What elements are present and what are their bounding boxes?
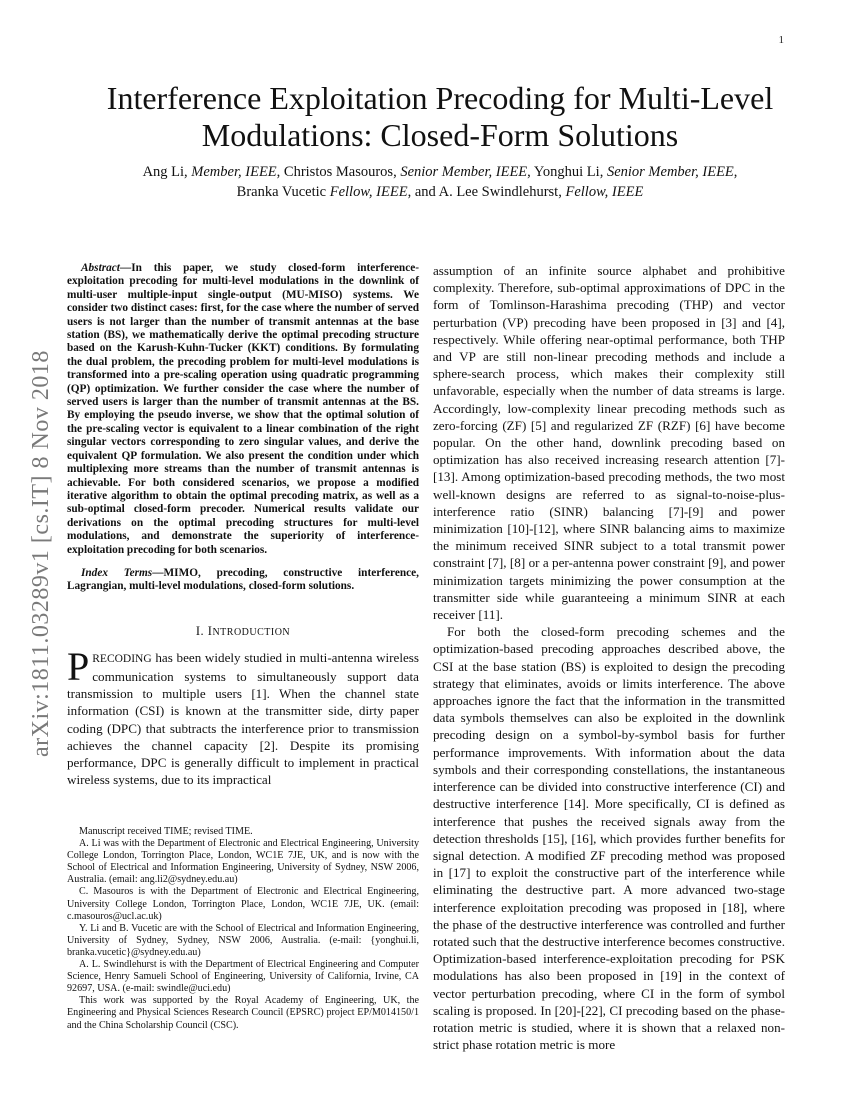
footnote-author-swindlehurst: A. L. Swindlehurst is with the Department of Electrical Engineering and Computer Science, Henry Samueli School of Engineering, University of California, Irvine, CA 92697, USA. (e-mail: swindle@uci.edu) bbox=[67, 959, 419, 995]
section-initial: I bbox=[207, 623, 213, 638]
intro-text: has been widely studied in multi-antenna wireless communication systems to simultaneously support data transmission to multiple users [1]. When the channel state information (CSI) is known at the transmitter side, dirty paper coding (DPC) that subtracts the interference prior to transmission achieves the channel capacity [2]. Despite its promising performance, DPC is generally difficult to implement in practical wireless systems, due to its impractical bbox=[67, 649, 419, 788]
author-name: , Yonghui Li, bbox=[527, 164, 607, 180]
arxiv-stamp: arXiv:1811.03289v1 [cs.IT] 8 Nov 2018 bbox=[28, 350, 54, 757]
author-list bbox=[60, 162, 820, 202]
author-role: Fellow, IEEE bbox=[565, 184, 644, 200]
left-column bbox=[67, 262, 419, 788]
author-name: , Christos Masouros, bbox=[276, 164, 401, 180]
intro-paragraph bbox=[67, 643, 419, 789]
author-role: Senior Member, IEEE bbox=[400, 164, 528, 180]
author-role: Senior Member, IEEE bbox=[606, 164, 734, 180]
author-role: Fellow, IEEE bbox=[329, 184, 408, 200]
paper-title bbox=[60, 80, 820, 154]
section-numeral: I. bbox=[195, 623, 208, 638]
author-name: , and A. Lee Swindlehurst, bbox=[407, 184, 566, 200]
abstract-text: —In this paper, we study closed-form interference-exploitation precoding for multi-level modulations in the downlink of multi-user multiple-input single-output (MU-MISO) systems. We consider two distinct cases: first, for the case where the number of served users is not larger than the number of transmit antennas at the base station (BS), we mathematically derive the optimal precoding structure based on the Karush-Kuhn-Tucker (KKT) conditions. By formulating the dual problem, the precoding problem for multi-level modulations is transformed into a pre-scaling operation using quadratic programming (QP) optimization. We further consider the case where the number of served users is larger than the number of transmit antennas at the BS. By employing the pseudo inverse, we show that the optimal solution of the pre-scaling vector is equivalent to a linear combination of the right singular vectors corresponding to zero singular values, and derive the equivalent QP formulation. We also present the condition under which multiplexing more streams than the number of transmit antennas is achievable. For both considered scenarios, we propose a modified iterative algorithm to obtain the optimal precoding matrix, as well as a sub-optimal closed-form precoder. Numerical results validate our derivations on the optimal precoding structures for multi-level modulations, and demonstrate the superiority of interference-exploitation precoding for both scenarios. bbox=[67, 262, 419, 556]
abstract-lead: Abstract bbox=[81, 262, 120, 274]
footnote-author-li-vucetic: Y. Li and B. Vucetic are with the School of Electrical and Information Engineering, University of Sydney, Sydney, NSW 2006, Australia. (e-mail: {yonghui.li, branka.vucetic}@sydney.edu.au) bbox=[67, 922, 419, 958]
page-number: 1 bbox=[778, 34, 784, 46]
body-paragraph: assumption of an infinite source alphabet and prohibitive complexity. Therefore, sub-optimal approximations of DPC in the form of Tomlinson-Harashima precoding (THP) and vector perturbation (VP) precoding have been proposed in [3] and [4], respectively. While offering near-optimal performance, both THP and VP are still non-linear precoding methods and include a sphere-search process, which makes their complexity still unfavorable, especially when the number of data streams is large. Accordingly, low-complexity linear precoding methods such as zero-forcing (ZF) [5] and regularized ZF (RZF) [6] have become popular. On the other hand, downlink precoding based on optimization has also received increasing research attention [7]-[13]. Among optimization-based precoding methods, the two most well-known designs are referred to as signal-to-noise-plus-interference ratio (SINR) balancing [7]-[9] and power minimization [10]-[12], where SINR balancing aims to maximize the minimum received SINR subject to a total transmit power constraint [7], [8] or a per-antenna power constraint [9], and power minimization targets minimizing the power consumption at the transmitter side while guaranteeing a minimum SINR at each receiver [11]. bbox=[433, 263, 785, 623]
index-terms-lead: Index Terms bbox=[81, 566, 153, 579]
author-name: Branka Vucetic bbox=[236, 184, 330, 200]
footnote-author-li: A. Li was with the Department of Electronic and Electrical Engineering, University College London, Torrington Place, London, WC1E 7JE, UK, and is now with the School of Electrical and Information Engineering, University of Sydney, NSW 2006, Australia. (email: ang.li2@sydney.edu.au) bbox=[67, 838, 419, 886]
section-rest: NTRODUCTION bbox=[212, 626, 291, 638]
author-role: Member, IEEE bbox=[191, 164, 277, 180]
section-heading-introduction bbox=[67, 624, 419, 639]
title-line-2: Modulations: Closed-Form Solutions bbox=[201, 117, 679, 153]
drop-cap: P bbox=[67, 643, 90, 689]
footnote-manuscript: Manuscript received TIME; revised TIME. bbox=[79, 826, 253, 837]
intro-smallcaps: RECODING bbox=[92, 652, 152, 665]
title-line-1: Interference Exploitation Precoding for Multi-Level bbox=[106, 80, 774, 116]
footnotes bbox=[67, 826, 419, 1032]
body-paragraph: For both the closed-form precoding schemes and the optimization-based precoding approaches described above, the CSI at the base station (BS) is exploited to design the precoding strategy that eliminates, avoids or limits interference. The above approaches ignore the fact that the information in the transmitted data symbols themselves can also be exploited in the downlink precoding design on a symbol-by-symbol basis for further performance improvements. With information about the data symbols and their corresponding constellations, the instantaneous interference can be divided into constructive interference (CI) and destructive interference [14]. More specifically, CI is defined as interference that pushes the received signals away from the detection thresholds [15], [16], which provides further benefits for signal detection. A modified ZF precoding method was proposed in [17] to exploit the constructive part of the interference while eliminating the destructive part. A more advanced two-stage interference exploitation precoding was proposed in [18], where the phase of the destructive interference was controlled and further rotated such that the destructive interference becomes constructive. Optimization-based interference-exploitation precoding for PSK modulations has also been proposed in [19] in the context of vector perturbation precoding, where CI in the form of symbol scaling is proposed. In [20]-[22], CI precoding based on the phase-rotation metric is studied, where it is shown that a relaxed non-strict phase rotation metric is more bbox=[433, 624, 785, 1053]
footnote-funding: This work was supported by the Royal Academy of Engineering, UK, the Engineering and Physical Sciences Research Council (EPSRC) project EP/M014150/1 and the China Scholarship Council (CSC). bbox=[67, 995, 419, 1031]
author-separator: , bbox=[733, 164, 738, 180]
index-terms bbox=[67, 567, 419, 594]
abstract bbox=[67, 262, 419, 557]
author-name: Ang Li, bbox=[142, 164, 192, 180]
index-terms-text: —MIMO, precoding, constructive interference, Lagrangian, multi-level modulations, closed-form solutions. bbox=[67, 566, 419, 593]
right-column bbox=[433, 262, 785, 1053]
footnote-author-masouros: C. Masouros is with the Department of Electronic and Electrical Engineering, University College London, Torrington Place, London, WC1E 7JE, UK. (email: c.masouros@ucl.ac.uk) bbox=[67, 886, 419, 922]
